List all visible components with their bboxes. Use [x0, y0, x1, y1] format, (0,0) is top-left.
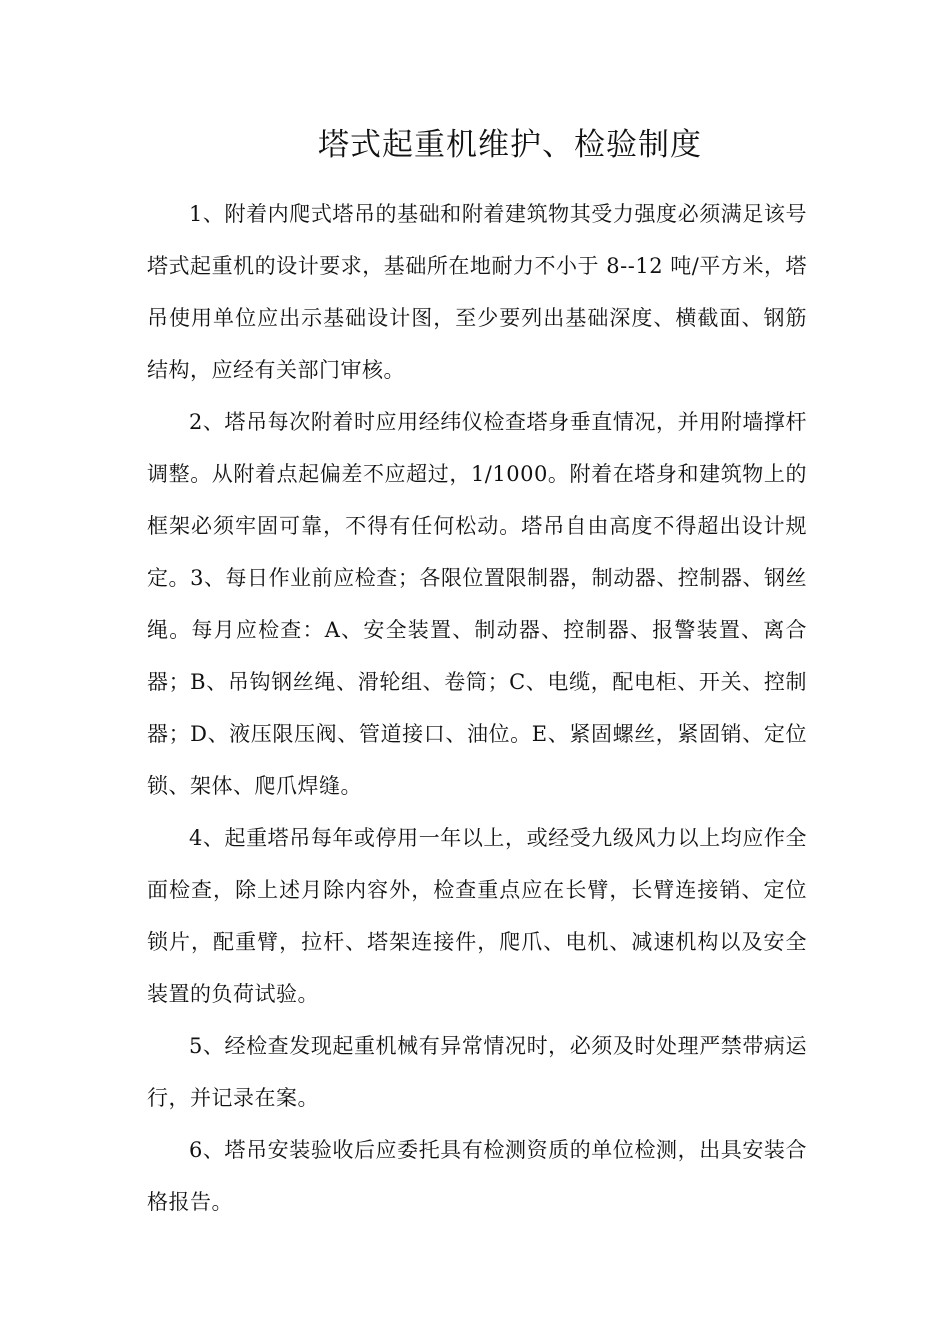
paragraph-4: 5、经检查发现起重机械有异常情况时，必须及时处理严禁带病运行，并记录在案。	[147, 1034, 807, 1110]
document-body	[147, 188, 807, 1228]
paragraph-5: 6、塔吊安装验收后应委托具有检测资质的单位检测，出具安装合格报告。	[147, 1138, 807, 1214]
paragraph-1: 1、附着内爬式塔吊的基础和附着建筑物其受力强度必须满足该号塔式起重机的设计要求，基础所在地耐力不小于 8--12 吨/平方米，塔吊使用单位应出示基础设计图，至少要列出基础深度、横截面、钢筋结构，应经有关部门审核。	[147, 202, 807, 382]
document-title: 塔式起重机维护、检验制度	[318, 127, 702, 163]
paragraph-3: 4、起重塔吊每年或停用一年以上，或经受九级风力以上均应作全面检查，除上述月除内容外，检查重点应在长臂，长臂连接销、定位锁片，配重臂，拉杆、塔架连接件，爬爪、电机、减速机构以及安全装置的负荷试验。	[147, 826, 807, 1006]
paragraph-2: 2、塔吊每次附着时应用经纬仪检查塔身垂直情况，并用附墙撑杆调整。从附着点起偏差不应超过，1/1000。附着在塔身和建筑物上的框架必须牢固可靠，不得有任何松动。塔吊自由高度不得超出设计规定。3、每日作业前应检查；各限位置限制器，制动器、控制器、钢丝绳。每月应检查：A、安全装置、制动器、控制器、报警装置、离合器；B、吊钩钢丝绳、滑轮组、卷筒；C、电缆，配电柜、开关、控制器；D、液压限压阀、管道接口、油位。E、紧固螺丝，紧固销、定位锁、架体、爬爪焊缝。	[147, 410, 807, 798]
